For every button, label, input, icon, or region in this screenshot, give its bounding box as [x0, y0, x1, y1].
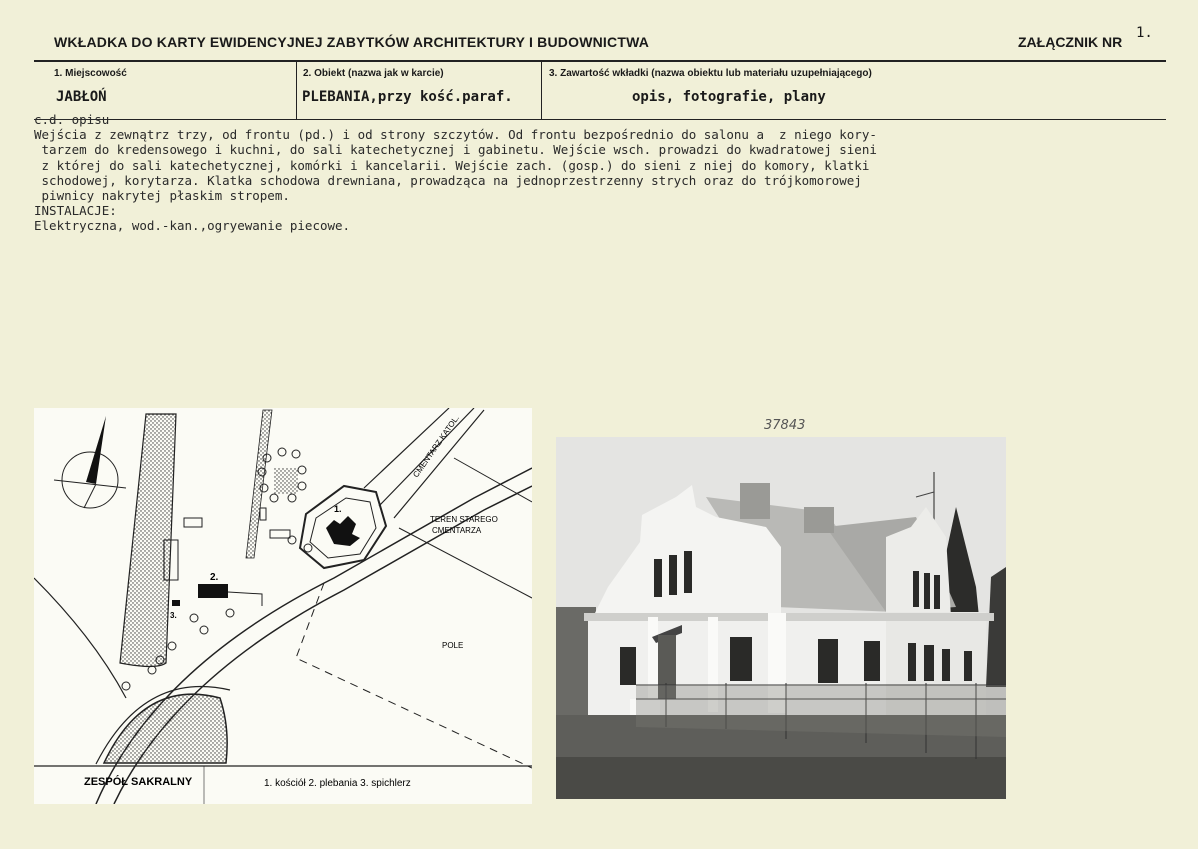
map-label-old-cemetery-2: CMENTARZA [432, 526, 482, 535]
annex-number: 1. [1136, 25, 1153, 41]
church-building [326, 516, 360, 546]
site-plan-drawing [34, 408, 532, 804]
field-divider-1 [296, 62, 297, 119]
mound [104, 694, 227, 763]
granary-building [172, 600, 180, 606]
map-label-field: POLE [442, 641, 464, 650]
field-divider-2 [541, 62, 542, 119]
description-line: schodowej, korytarza. Klatka schodowa drewniana, prowadząca na jednoprzestrzenny strych oraz do trójkomorowej [34, 172, 862, 188]
continued-note: c.d. opisu [34, 112, 110, 127]
description-line: piwnicy nakrytej płaskim stropem. [34, 188, 290, 204]
rectory-photo-image [556, 437, 1006, 799]
installations-text: Elektryczna, wod.-kan.,ogryewanie piecowe. [34, 218, 351, 234]
field-value-locality: JABŁOŃ [56, 89, 107, 105]
document-title: WKŁADKA DO KARTY EWIDENCYJNEJ ZABYTKÓW ARCHITEKTURY I BUDOWNICTWA [54, 34, 650, 50]
description-line: tarzem do kredensowego i kuchni, do sali katechetycznej i gabinetu. Wejście wsch. prowadzi do kwadratowej sieni [34, 142, 877, 158]
map-caption-title: ZESPÓŁ SAKRALNY [84, 776, 193, 788]
field-value-object: PLEBANIA,przy kość.paraf. [302, 89, 513, 105]
map-legend: 1. kościół 2. plebania 3. spichlerz [264, 778, 411, 789]
north-arrow-icon [54, 416, 126, 508]
tree-row [246, 410, 272, 558]
field-label-contents: 3. Zawartość wkładki (nazwa obiektu lub materiału uzupełniającego) [549, 68, 872, 79]
description-line: Wejścia z zewnątrz trzy, od frontu (pd.) i od strony szczytów. Od frontu bezpośrednio do salonu a z niego kory- [34, 127, 877, 143]
map-label-cemetery: CMENTARZ KATOL. [411, 413, 461, 480]
map-label-2: 2. [210, 572, 219, 583]
top-rule [34, 60, 1166, 62]
rectory-photo [556, 437, 1006, 799]
site-plan [34, 408, 532, 804]
field-label-locality: 1. Miejscowość [54, 68, 127, 79]
field-value-contents: opis, fotografie, plany [632, 89, 826, 105]
description-text [34, 112, 1174, 234]
annex-label: ZAŁĄCZNIK NR [1018, 34, 1123, 50]
field-label-object: 2. Obiekt (nazwa jak w karcie) [303, 68, 444, 79]
map-label-3: 3. [170, 611, 177, 620]
map-label-old-cemetery-1: TEREN STAREGO [430, 515, 498, 524]
pencil-catalog-number: 37843 [764, 418, 806, 433]
map-label-1: 1. [334, 504, 342, 514]
description-line: z której do sali katechetycznej, komórki i kancelarii. Wejście zach. (gosp.) do sieni z niej do komory, klatki [34, 157, 870, 173]
rectory-building [198, 584, 228, 598]
installations-heading: INSTALACJE: [34, 203, 117, 219]
